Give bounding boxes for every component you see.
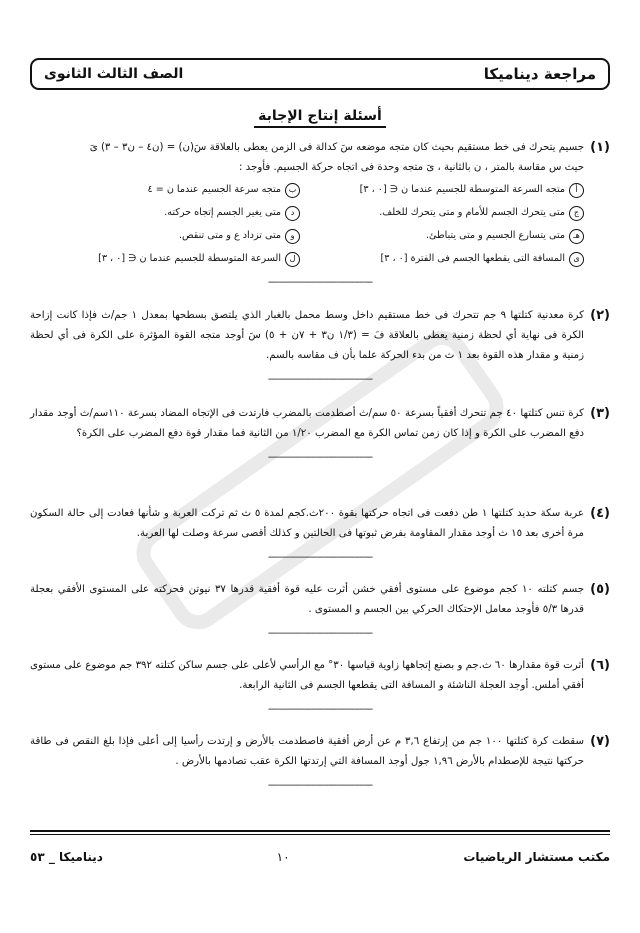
separator: ---------------------------------------- bbox=[267, 277, 373, 288]
page-footer bbox=[30, 850, 610, 864]
question-text: أثرت قوة مقدارها ٦٠ ث.جم و بصنع إتجاهها زاوية قياسها ٣٠° مع الرأسي لأعلى على جسم ساكن كتلته ٣٩٢ جم موضوع على مستوى أفقي أملس. أوجد العجلة الناشئة و المسافة التى يقطعها الجسم فى الثانية الرابعة. bbox=[30, 660, 585, 691]
question-text: عربة سكة حديد كتلتها ١ طن دفعت فى اتجاه حركتها بقوة ٢٠٠ث.كجم لمدة ٥ ث ثم تركت العربة و شأنها فعادت إلى حالة السكون مرة أخرى بعد ١٥ ث أوجد مقدار المقاومة بفرض ثبوتها فى الحالتين و كذلك أقصى سرعة وصلت لها العربة. bbox=[30, 508, 584, 539]
header-grade: الصف الثالث الثانوى bbox=[44, 66, 184, 82]
separator: ---------------------------------------- bbox=[267, 452, 373, 463]
question-3 bbox=[30, 404, 610, 468]
part-label: ج bbox=[569, 206, 584, 221]
part-label: أ bbox=[569, 183, 584, 198]
page-number: ١٠ bbox=[276, 850, 290, 864]
question-number: (٤) bbox=[590, 506, 610, 521]
part-f bbox=[30, 226, 300, 246]
question-text: جسم كتلته ١٠ كجم موضوع على مستوى أفقي خشن أثرت عليه قوة أفقية قدرها ٣٧ نيوتن فحركته على المستوى الأفقي بعجلة قدرها ٥/٣ فأوجد معامل الإحتكاك الحركي بين الجسم و المستوى . bbox=[30, 584, 584, 615]
separator: ---------------------------------------- bbox=[267, 628, 373, 639]
question-5 bbox=[30, 580, 610, 644]
part-b bbox=[30, 180, 300, 200]
question-text: كرة تنس كتلتها ٤٠ جم تتحرك أفقياً بسرعة ٥٠ سم/ث أصطدمت بالمضرب فارتدت فى الإتجاه المضاد بسرعة ١١٠سم/ث أوجد مقدار دفع المضرب على الكرة و إذا كان زمن تماس الكرة مع المضرب ١/٢٠ من الثانية فما مقدار قوة دفع المضرب على الكرة؟ bbox=[30, 408, 585, 439]
question-text: سقطت كرة كتلتها ١٠٠ جم من إرتفاع ٣,٦ م عن أرض أفقية فاصطدمت بالأرض و إرتدت رأسيا إلى أعلى فإذا بلغ النقص فى طاقة حركتها نتيجة للإصطدام بالأرض ١,٩٦ جول أوجد المسافة التي إرتدتها الكرة عقب تصادمها بالأرض . bbox=[30, 736, 584, 767]
question-number: (٣) bbox=[590, 406, 610, 421]
header-title: مراجعة ديناميكا bbox=[483, 65, 596, 83]
part-label: د bbox=[285, 206, 300, 221]
part-text: متى تزداد ع و متى تنقص. bbox=[178, 230, 281, 241]
part-text: المسافة التى يقطعها الجسم فى الفترة [٠ ، ٣] bbox=[380, 253, 565, 264]
part-label: هـ bbox=[569, 229, 584, 244]
part-label: و bbox=[285, 229, 300, 244]
question-text-line2: حيث س مقاسة بالمتر ، ن بالثانية ، ىَ متجه وحدة فى اتجاه حركة الجسيم. فأوجد : bbox=[239, 162, 584, 173]
part-text: متى يغير الجسم إتجاه حركته. bbox=[164, 207, 281, 218]
page-header bbox=[30, 58, 610, 90]
part-h bbox=[30, 249, 300, 269]
question-text: كرة معدنية كتلتها ٩ جم تتحرك فى خط مستقيم داخل وسط محمل بالغبار الذي يلتصق بسطحها بمعدل ١ جم/ث فإذا كانت إزاحة الكرة فى نهاية أي لحظة زمنية يعطى بالعلاقة فَ = (١/٣ ن٣ + ٧ن + ٥) سَ أوجد متجه القوة المؤثرة على الكرة فى أي لحظة زمنية و مقدار هذه القوة بعد ١ ث من بدء الحركة علما بأن ف مقاسه بالسم. bbox=[30, 310, 585, 361]
part-text: متجه السرعة المتوسطة للجسيم عندما ن ∈ [٠ ، ٣] bbox=[359, 184, 565, 195]
part-text: متى يتحرك الجسم للأمام و متى يتحرك للخلف. bbox=[379, 207, 565, 218]
question-7 bbox=[30, 732, 610, 796]
question-text-line1: جسيم يتحرك فى خط مستقيم بحيث كان متجه موضعه سَ كدالة فى الزمن يعطى بالعلاقة سَ(ن) = (ن٤ – ن٣ – ٣) ىَ bbox=[89, 142, 584, 153]
part-e bbox=[314, 226, 584, 246]
footer-office: مكتب مستشار الرياضيات bbox=[463, 850, 610, 864]
question-2 bbox=[30, 306, 610, 390]
footer-code: ديناميكا _ ٥٣ bbox=[30, 850, 103, 864]
part-a bbox=[314, 180, 584, 200]
separator: ---------------------------------------- bbox=[267, 704, 373, 715]
question-4 bbox=[30, 504, 610, 568]
footer-divider bbox=[30, 830, 610, 832]
part-text: متجه سرعة الجسيم عندما ن = ٤ bbox=[147, 184, 281, 195]
question-parts bbox=[30, 180, 584, 269]
part-g bbox=[314, 249, 584, 269]
question-number: (٥) bbox=[590, 582, 610, 597]
separator: ---------------------------------------- bbox=[267, 552, 373, 563]
part-d bbox=[30, 203, 300, 223]
part-text: السرعة المتوسطة للجسيم عندما ن ∈ [٠ ، ٣] bbox=[98, 253, 281, 264]
section-title-text: أسئلة إنتاج الإجابة bbox=[254, 108, 386, 128]
separator: ---------------------------------------- bbox=[267, 780, 373, 791]
question-1 bbox=[30, 138, 610, 293]
part-label: ل bbox=[285, 252, 300, 267]
separator: ---------------------------------------- bbox=[267, 374, 373, 385]
question-number: (٦) bbox=[590, 658, 610, 673]
part-text: متى يتسارع الجسيم و متى يتباطئ. bbox=[425, 230, 565, 241]
part-c bbox=[314, 203, 584, 223]
question-6 bbox=[30, 656, 610, 720]
question-number: (٧) bbox=[590, 734, 610, 749]
section-title bbox=[0, 108, 640, 124]
question-number: (١) bbox=[590, 140, 610, 155]
part-label: ى bbox=[569, 252, 584, 267]
footer-divider-thin bbox=[30, 834, 610, 835]
part-label: ب bbox=[285, 183, 300, 198]
question-number: (٢) bbox=[590, 308, 610, 323]
